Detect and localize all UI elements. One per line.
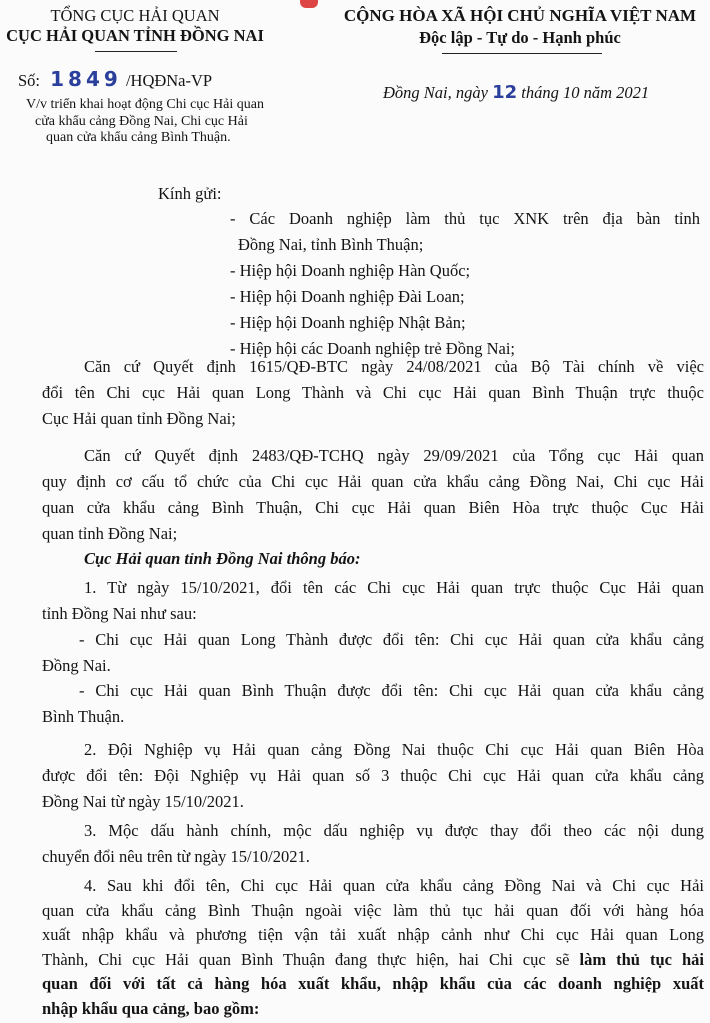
subject-line: cửa khẩu cảng Đồng Nai, Chi cục Hải <box>35 113 248 129</box>
agency-name: TỔNG CỤC HẢI QUAN <box>50 6 220 25</box>
date-day: 12 <box>492 82 518 103</box>
document-number <box>18 67 212 91</box>
number-prefix: Số: <box>18 71 41 90</box>
item-4-line: xuất nhập khẩu và phương tiện vận tải xuất nhập cảnh như Chi cục Hải quan Long <box>42 925 704 944</box>
recipient-item: - Các Doanh nghiệp làm thủ tục XNK trên địa bàn tỉnh <box>230 209 700 228</box>
item-4-bold-line: nhập khẩu qua cảng, bao gồm: <box>42 998 260 1018</box>
item-1b <box>42 678 704 730</box>
motto: Độc lập - Tự do - Hạnh phúc <box>419 28 621 47</box>
country-name: CỘNG HÒA XÃ HỘI CHỦ NGHĨA VIỆT NAM <box>343 6 697 25</box>
basis-1-line: đổi tên Chi cục Hải quan Long Thành và Chi cục Hải quan Bình Thuận trực thuộc <box>42 383 704 402</box>
number-handwritten: 1849 <box>50 67 122 91</box>
item-4-line <box>42 948 704 973</box>
item-1a <box>42 627 704 679</box>
basis-1-line: Căn cứ Quyết định 1615/QĐ-BTC ngày 24/08/2021 của Bộ Tài chính về việc <box>84 357 704 376</box>
item-2-line: 2. Đội Nghiệp vụ Hải quan cảng Đồng Nai thuộc Chi cục Hải quan Biên Hòa <box>84 740 704 759</box>
item-4-line: 4. Sau khi đổi tên, Chi cục Hải quan cửa khẩu cảng Đồng Nai và Chi cục Hải <box>84 876 704 895</box>
item-3 <box>42 818 704 870</box>
item-1a-line: Đồng Nai. <box>42 656 111 675</box>
item-2 <box>42 737 704 815</box>
date-suffix: tháng 10 năm 2021 <box>521 83 650 102</box>
notice-heading: Cục Hải quan tỉnh Đồng Nai thông báo: <box>84 549 361 568</box>
item-4-line: quan cửa khẩu cảng Bình Thuận ngoài việc làm thủ tục hải quan đối với hàng hóa <box>42 900 704 920</box>
item-4-bold-text: làm thủ tục hải <box>579 949 705 969</box>
item-1-line: 1. Từ ngày 15/10/2021, đổi tên các Chi cục Hải quan trực thuộc Cục Hải quan <box>84 578 704 597</box>
subject-line: quan cửa khẩu cảng Bình Thuận. <box>46 130 231 145</box>
recipient-item: Đồng Nai, tỉnh Bình Thuận; <box>238 235 424 254</box>
basis-2-line: quan tỉnh Đồng Nai; <box>42 524 178 543</box>
number-suffix: /HQĐNa-VP <box>125 71 213 90</box>
issue-date <box>383 82 649 103</box>
basis-1 <box>42 354 704 432</box>
recipient-item: - Hiệp hội Doanh nghiệp Hàn Quốc; <box>230 261 471 280</box>
recipient-list <box>230 206 700 362</box>
subject-block <box>26 97 264 147</box>
date-prefix: Đồng Nai, ngày <box>383 83 488 102</box>
recipient-item: - Hiệp hội các Doanh nghiệp trẻ Đồng Nai; <box>230 339 515 358</box>
item-4-plain-text: Thành, Chi cục Hải quan Bình Thuận đang thực hiện, hai Chi cục sẽ <box>42 949 570 969</box>
item-2-line: Đồng Nai từ ngày 15/10/2021. <box>42 792 244 811</box>
recipient-item: - Hiệp hội Doanh nghiệp Đài Loan; <box>230 287 465 306</box>
item-1 <box>42 575 704 627</box>
item-4 <box>42 874 704 1021</box>
basis-1-line: Cục Hải quan tỉnh Đồng Nai; <box>42 409 236 428</box>
greeting: Kính gửi: <box>158 184 222 203</box>
subject-line: V/v triển khai hoạt động Chi cục Hải quan <box>26 97 264 112</box>
motto-underline <box>442 53 602 54</box>
item-4-bold-line: quan đối với tất cả hàng hóa xuất khẩu, nhập khẩu của các doanh nghiệp xuất <box>42 974 704 993</box>
red-mark <box>300 0 318 8</box>
item-1b-line: Bình Thuận. <box>42 707 125 726</box>
item-1b-line: - Chi cục Hải quan Bình Thuận được đổi tên: Chi cục Hải quan cửa khẩu cảng <box>79 681 704 700</box>
basis-2-line: quan cửa khẩu cảng Bình Thuận, Chi cục Hải quan Biên Hòa trực thuộc Cục Hải <box>42 498 704 517</box>
department-name: CỤC HẢI QUAN TỈNH ĐỒNG NAI <box>6 26 264 45</box>
item-2-line: được đổi tên: Đội Nghiệp vụ Hải quan số 3 thuộc Chi cục Hải quan cửa khẩu cảng <box>42 766 704 785</box>
item-1-line: tỉnh Đồng Nai như sau: <box>42 604 197 623</box>
basis-2-line: Căn cứ Quyết định 2483/QĐ-TCHQ ngày 29/09/2021 của Tổng cục Hải quan <box>84 446 704 465</box>
item-3-line: 3. Mộc dấu hành chính, mộc dấu nghiệp vụ được thay đổi theo các nội dung <box>84 821 704 840</box>
basis-2 <box>42 443 704 547</box>
basis-2-line: quy định cơ cấu tổ chức của Chi cục Hải quan cửa khẩu cảng Đồng Nai, Chi cục Hải <box>42 472 704 491</box>
item-1a-line: - Chi cục Hải quan Long Thành được đổi tên: Chi cục Hải quan cửa khẩu cảng <box>79 630 704 649</box>
recipient-item: - Hiệp hội Doanh nghiệp Nhật Bản; <box>230 313 466 332</box>
item-3-line: chuyển đổi nêu trên từ ngày 15/10/2021. <box>42 847 310 866</box>
department-underline <box>95 51 177 52</box>
